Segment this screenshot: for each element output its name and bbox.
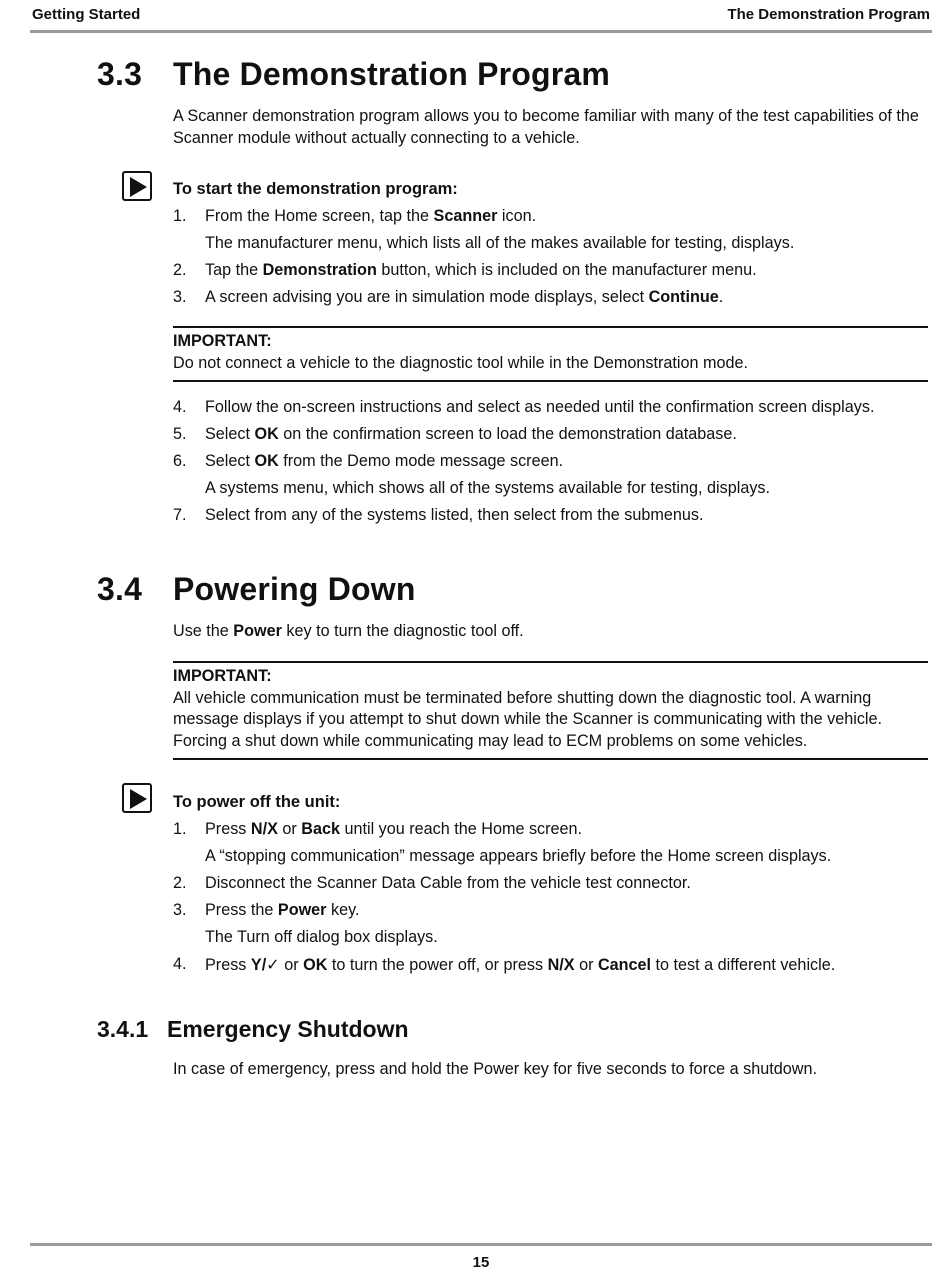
- step-text: [205, 288, 723, 307]
- procedure-title: To power off the unit:: [173, 793, 341, 811]
- procedure-arrow-icon: [122, 171, 152, 201]
- step-note: The manufacturer menu, which lists all of the makes available for testing, displays.: [205, 234, 795, 252]
- bold-term: Power: [233, 622, 282, 640]
- text: Select: [205, 452, 255, 470]
- step-text: [205, 261, 757, 280]
- text: Use the: [173, 622, 234, 640]
- subsection-number: 3.4.1: [97, 1016, 149, 1042]
- step-number: 4.: [173, 398, 187, 416]
- bold-term: OK: [303, 956, 328, 974]
- section-title: Powering Down: [173, 571, 416, 607]
- step-number: 6.: [173, 452, 187, 470]
- step-text: [205, 452, 563, 471]
- text: icon.: [497, 207, 537, 225]
- important-text: Do not connect a vehicle to the diagnostic tool while in the Demonstration mode.: [173, 353, 748, 372]
- subsection-text: In case of emergency, press and hold the Power key for five seconds to force a shutdown.: [173, 1060, 817, 1078]
- page-header: [32, 6, 930, 26]
- bold-term: OK: [254, 425, 279, 443]
- step-text: Select from any of the systems listed, then select from the submenus.: [205, 506, 704, 524]
- procedure-arrow-icon: [122, 783, 152, 813]
- text: A screen advising you are in simulation mode displays, select: [205, 288, 649, 306]
- step-number: 2.: [173, 874, 187, 892]
- procedure-title: To start the demonstration program:: [173, 180, 458, 198]
- subsection-title: Emergency Shutdown: [167, 1016, 409, 1042]
- important-text: All vehicle communication must be terminated before shutting down the diagnostic tool. A warning message displays if you attempt to shut down while the Scanner is communicating with the vehicle. Forcing a shut down while communicating may lead to ECM problems on some vehicles.: [173, 688, 883, 750]
- step-text: Follow the on-screen instructions and select as needed until the confirmation screen displays.: [205, 398, 875, 416]
- text: Press: [205, 956, 251, 974]
- text: key.: [326, 901, 360, 919]
- header-rule: [30, 30, 932, 33]
- step-text: [205, 820, 582, 839]
- header-section: The Demonstration Program: [727, 6, 930, 23]
- step-text: [205, 207, 536, 226]
- section-intro: A Scanner demonstration program allows you to become familiar with many of the test capabilities of the Scanner module without actually connecting to a vehicle.: [173, 107, 919, 147]
- step-number: 2.: [173, 261, 187, 279]
- bold-term: Scanner: [433, 207, 498, 225]
- text: From the Home screen, tap the: [205, 207, 434, 225]
- step-number: 3.: [173, 288, 187, 306]
- important-label: IMPORTANT:: [173, 332, 272, 350]
- step-number: 3.: [173, 901, 187, 919]
- important-note: [173, 326, 928, 382]
- bold-term: Continue: [648, 288, 719, 306]
- important-label: IMPORTANT:: [173, 667, 272, 685]
- section-intro: [173, 620, 933, 642]
- text: or: [279, 956, 304, 974]
- text: or: [277, 820, 302, 838]
- text: to turn the power off, or press: [327, 956, 548, 974]
- bold-term: Demonstration: [262, 261, 377, 279]
- text: .: [718, 288, 724, 306]
- step-number: 1.: [173, 207, 187, 225]
- step-text: [205, 901, 359, 920]
- text: on the confirmation screen to load the demonstration database.: [278, 425, 737, 443]
- text: Press the: [205, 901, 278, 919]
- section-number: 3.4: [97, 571, 143, 607]
- footer-rule: [30, 1243, 932, 1246]
- bold-term: OK: [254, 452, 279, 470]
- text: key to turn the diagnostic tool off.: [281, 622, 524, 640]
- header-chapter: Getting Started: [32, 6, 141, 23]
- bold-term: N/X: [250, 820, 278, 838]
- bold-term: Power: [277, 901, 327, 919]
- section-number: 3.3: [97, 56, 143, 92]
- step-note: A “stopping communication” message appears briefly before the Home screen displays.: [205, 847, 832, 865]
- text: or: [574, 956, 598, 974]
- step-note: A systems menu, which shows all of the systems available for testing, displays.: [205, 479, 771, 497]
- section-title: The Demonstration Program: [173, 56, 611, 92]
- text: until you reach the Home screen.: [339, 820, 583, 838]
- step-note: The Turn off dialog box displays.: [205, 928, 438, 946]
- bold-term: Back: [301, 820, 340, 838]
- step-number: 4.: [173, 955, 187, 973]
- text: button, which is included on the manufacturer menu.: [376, 261, 757, 279]
- important-note: [173, 661, 928, 760]
- step-number: 7.: [173, 506, 187, 524]
- text: from the Demo mode message screen.: [278, 452, 564, 470]
- text: Select: [205, 425, 255, 443]
- step-number: 1.: [173, 820, 187, 838]
- step-text: [205, 955, 835, 975]
- bold-term: N/X: [547, 956, 575, 974]
- bold-term: Y/✓: [250, 956, 280, 974]
- step-number: 5.: [173, 425, 187, 443]
- bold-term: Cancel: [597, 956, 652, 974]
- text: Tap the: [205, 261, 263, 279]
- text: Press: [205, 820, 251, 838]
- page-number: 15: [472, 1254, 490, 1271]
- step-text: [205, 425, 737, 444]
- step-text: Disconnect the Scanner Data Cable from the vehicle test connector.: [205, 874, 691, 892]
- text: to test a different vehicle.: [651, 956, 836, 974]
